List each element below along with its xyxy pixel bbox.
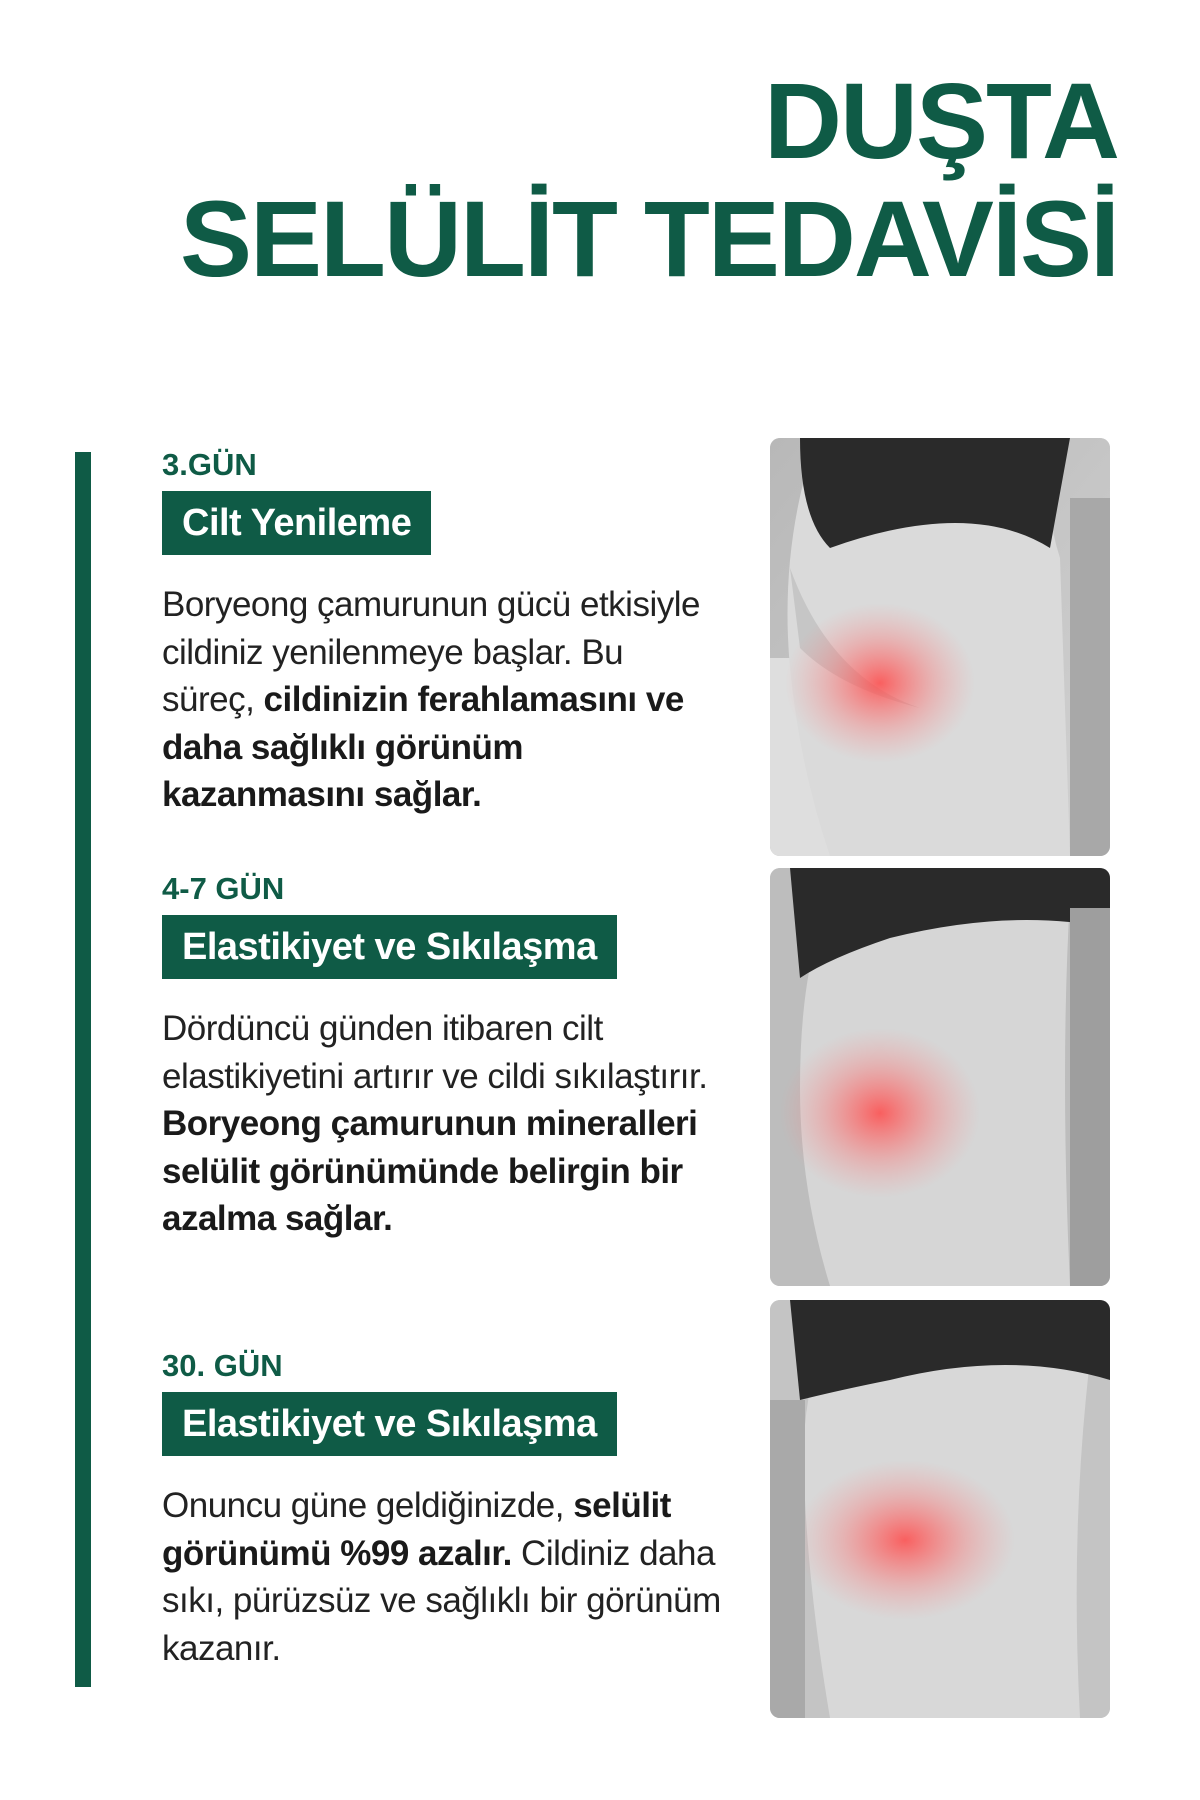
section-description — [162, 1005, 722, 1243]
desc-bold-text: cildinizin ferahlamasını ve daha sağlıklı görünüm kazanmasını sağlar. — [162, 680, 684, 814]
section-day-30 — [162, 1348, 722, 1672]
desc-bold-text: Boryeong çamurunun mineralleri selülit görünümünde belirgin bir azalma sağlar. — [162, 1104, 698, 1238]
timeline-bar — [75, 452, 91, 1687]
section-day-3 — [162, 447, 722, 819]
page-title — [180, 62, 1118, 298]
section-heading: Elastikiyet ve Sıkılaşma — [162, 915, 617, 979]
desc-text-2: Cildiniz daha sıkı, pürüzsüz ve sağlıklı bir görünüm kazanır. — [162, 1533, 721, 1668]
thigh-cellulite-photo-icon — [770, 1300, 1110, 1718]
thigh-photo-day-4-7 — [770, 868, 1110, 1286]
desc-text: Dördüncü günden itibaren cilt elastikiyetini artırır ve cildi sıkılaştırır. — [162, 1009, 708, 1096]
thigh-photo-day-30 — [770, 1300, 1110, 1718]
thigh-cellulite-photo-icon — [770, 438, 1110, 856]
title-line-1: DUŞTA — [764, 60, 1118, 181]
day-label: 3.GÜN — [162, 447, 257, 482]
day-label: 30. GÜN — [162, 1348, 283, 1383]
section-heading: Cilt Yenileme — [162, 491, 431, 555]
section-description — [162, 581, 722, 819]
thigh-photo-day-3 — [770, 438, 1110, 856]
thigh-cellulite-photo-icon — [770, 868, 1110, 1286]
section-heading: Elastikiyet ve Sıkılaşma — [162, 1392, 617, 1456]
section-description — [162, 1482, 722, 1672]
desc-bold-text: selülit görünümü %99 azalır. — [162, 1486, 671, 1573]
title-line-2: SELÜLİT TEDAVİSİ — [179, 178, 1118, 299]
section-day-4-7 — [162, 871, 722, 1243]
day-label: 4-7 GÜN — [162, 871, 285, 906]
desc-text: Onuncu güne geldiğinizde, — [162, 1486, 574, 1525]
desc-text: Boryeong çamurunun gücü etkisiyle cildiniz yenilenmeye başlar. Bu süreç, — [162, 585, 700, 719]
